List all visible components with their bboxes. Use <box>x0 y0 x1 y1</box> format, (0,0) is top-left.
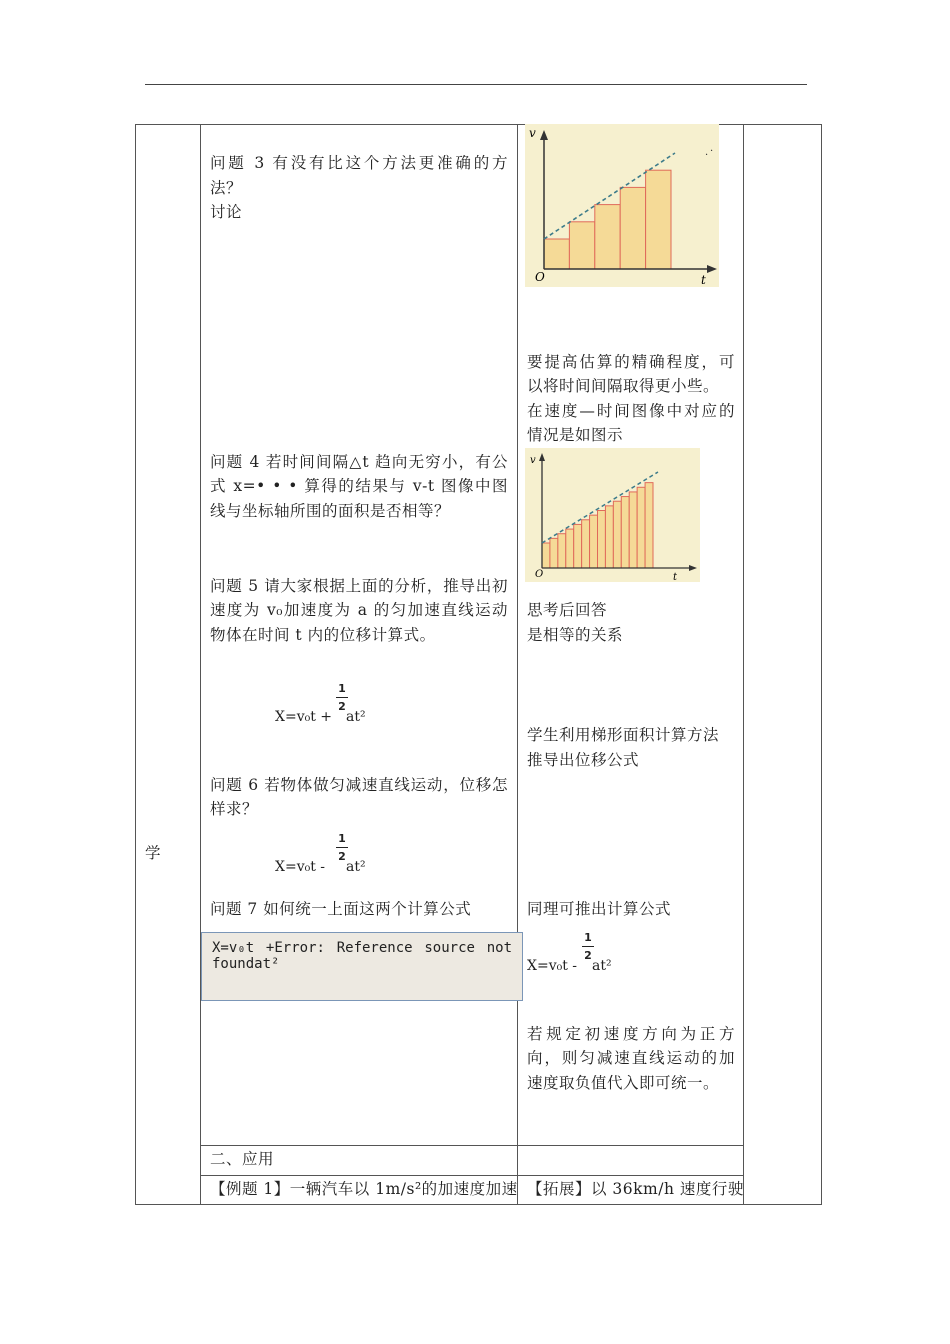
step-bar <box>542 543 550 568</box>
axis-t-label: t <box>701 273 706 287</box>
example-1: 【例题 1】一辆汽车以 1m/s²的加速度加速 <box>210 1180 518 1198</box>
extension: 【拓展】以 36km/h 速度行驶 <box>527 1180 744 1198</box>
step-bar <box>569 222 594 269</box>
axis-v-label: v <box>530 455 536 466</box>
step-bar <box>605 506 613 568</box>
vt-graph-fine <box>525 448 700 582</box>
svg-text:·: · <box>710 146 714 157</box>
step-bar <box>582 520 590 568</box>
step-bar <box>590 515 598 568</box>
column-label: 学 <box>145 844 162 862</box>
step-bar <box>637 487 645 568</box>
question-7: 问题 7 如何统一上面这两个计算公式 <box>210 900 472 918</box>
header-rule <box>145 84 807 85</box>
fraction-half: 1 2 <box>336 832 348 863</box>
origin-label: O <box>535 569 544 580</box>
svg-text:·: · <box>705 150 709 161</box>
step-bar <box>621 497 629 568</box>
column-divider-1 <box>200 124 201 1205</box>
column-divider-3 <box>743 124 744 1205</box>
step-bar <box>645 483 653 568</box>
origin-label: O <box>535 270 545 284</box>
step-bar <box>550 538 558 568</box>
step-bar <box>620 187 645 269</box>
column-divider-2 <box>517 124 518 1205</box>
row-divider-2 <box>200 1175 743 1176</box>
step-bar <box>613 501 621 568</box>
vt-graph-coarse <box>525 124 719 287</box>
step-bar <box>544 239 569 269</box>
fraction-half: 1 2 <box>582 931 594 962</box>
step-bar <box>598 511 606 569</box>
step-bar <box>629 492 637 568</box>
same-derive: 同理可推出计算公式 <box>527 900 672 918</box>
section-apply: 二、应用 <box>210 1150 275 1168</box>
error-field-box: X=v₀t +Error: Reference source not foundat² <box>201 932 523 1001</box>
axis-t-label: t <box>673 572 678 582</box>
step-bar <box>574 524 582 568</box>
step-bar <box>646 170 671 269</box>
axis-v-label: v <box>529 126 536 140</box>
row-divider-1 <box>200 1145 743 1146</box>
step-bar <box>558 534 566 568</box>
fraction-half: 1 2 <box>336 682 348 713</box>
step-bar <box>595 205 620 269</box>
step-bar <box>566 529 574 568</box>
